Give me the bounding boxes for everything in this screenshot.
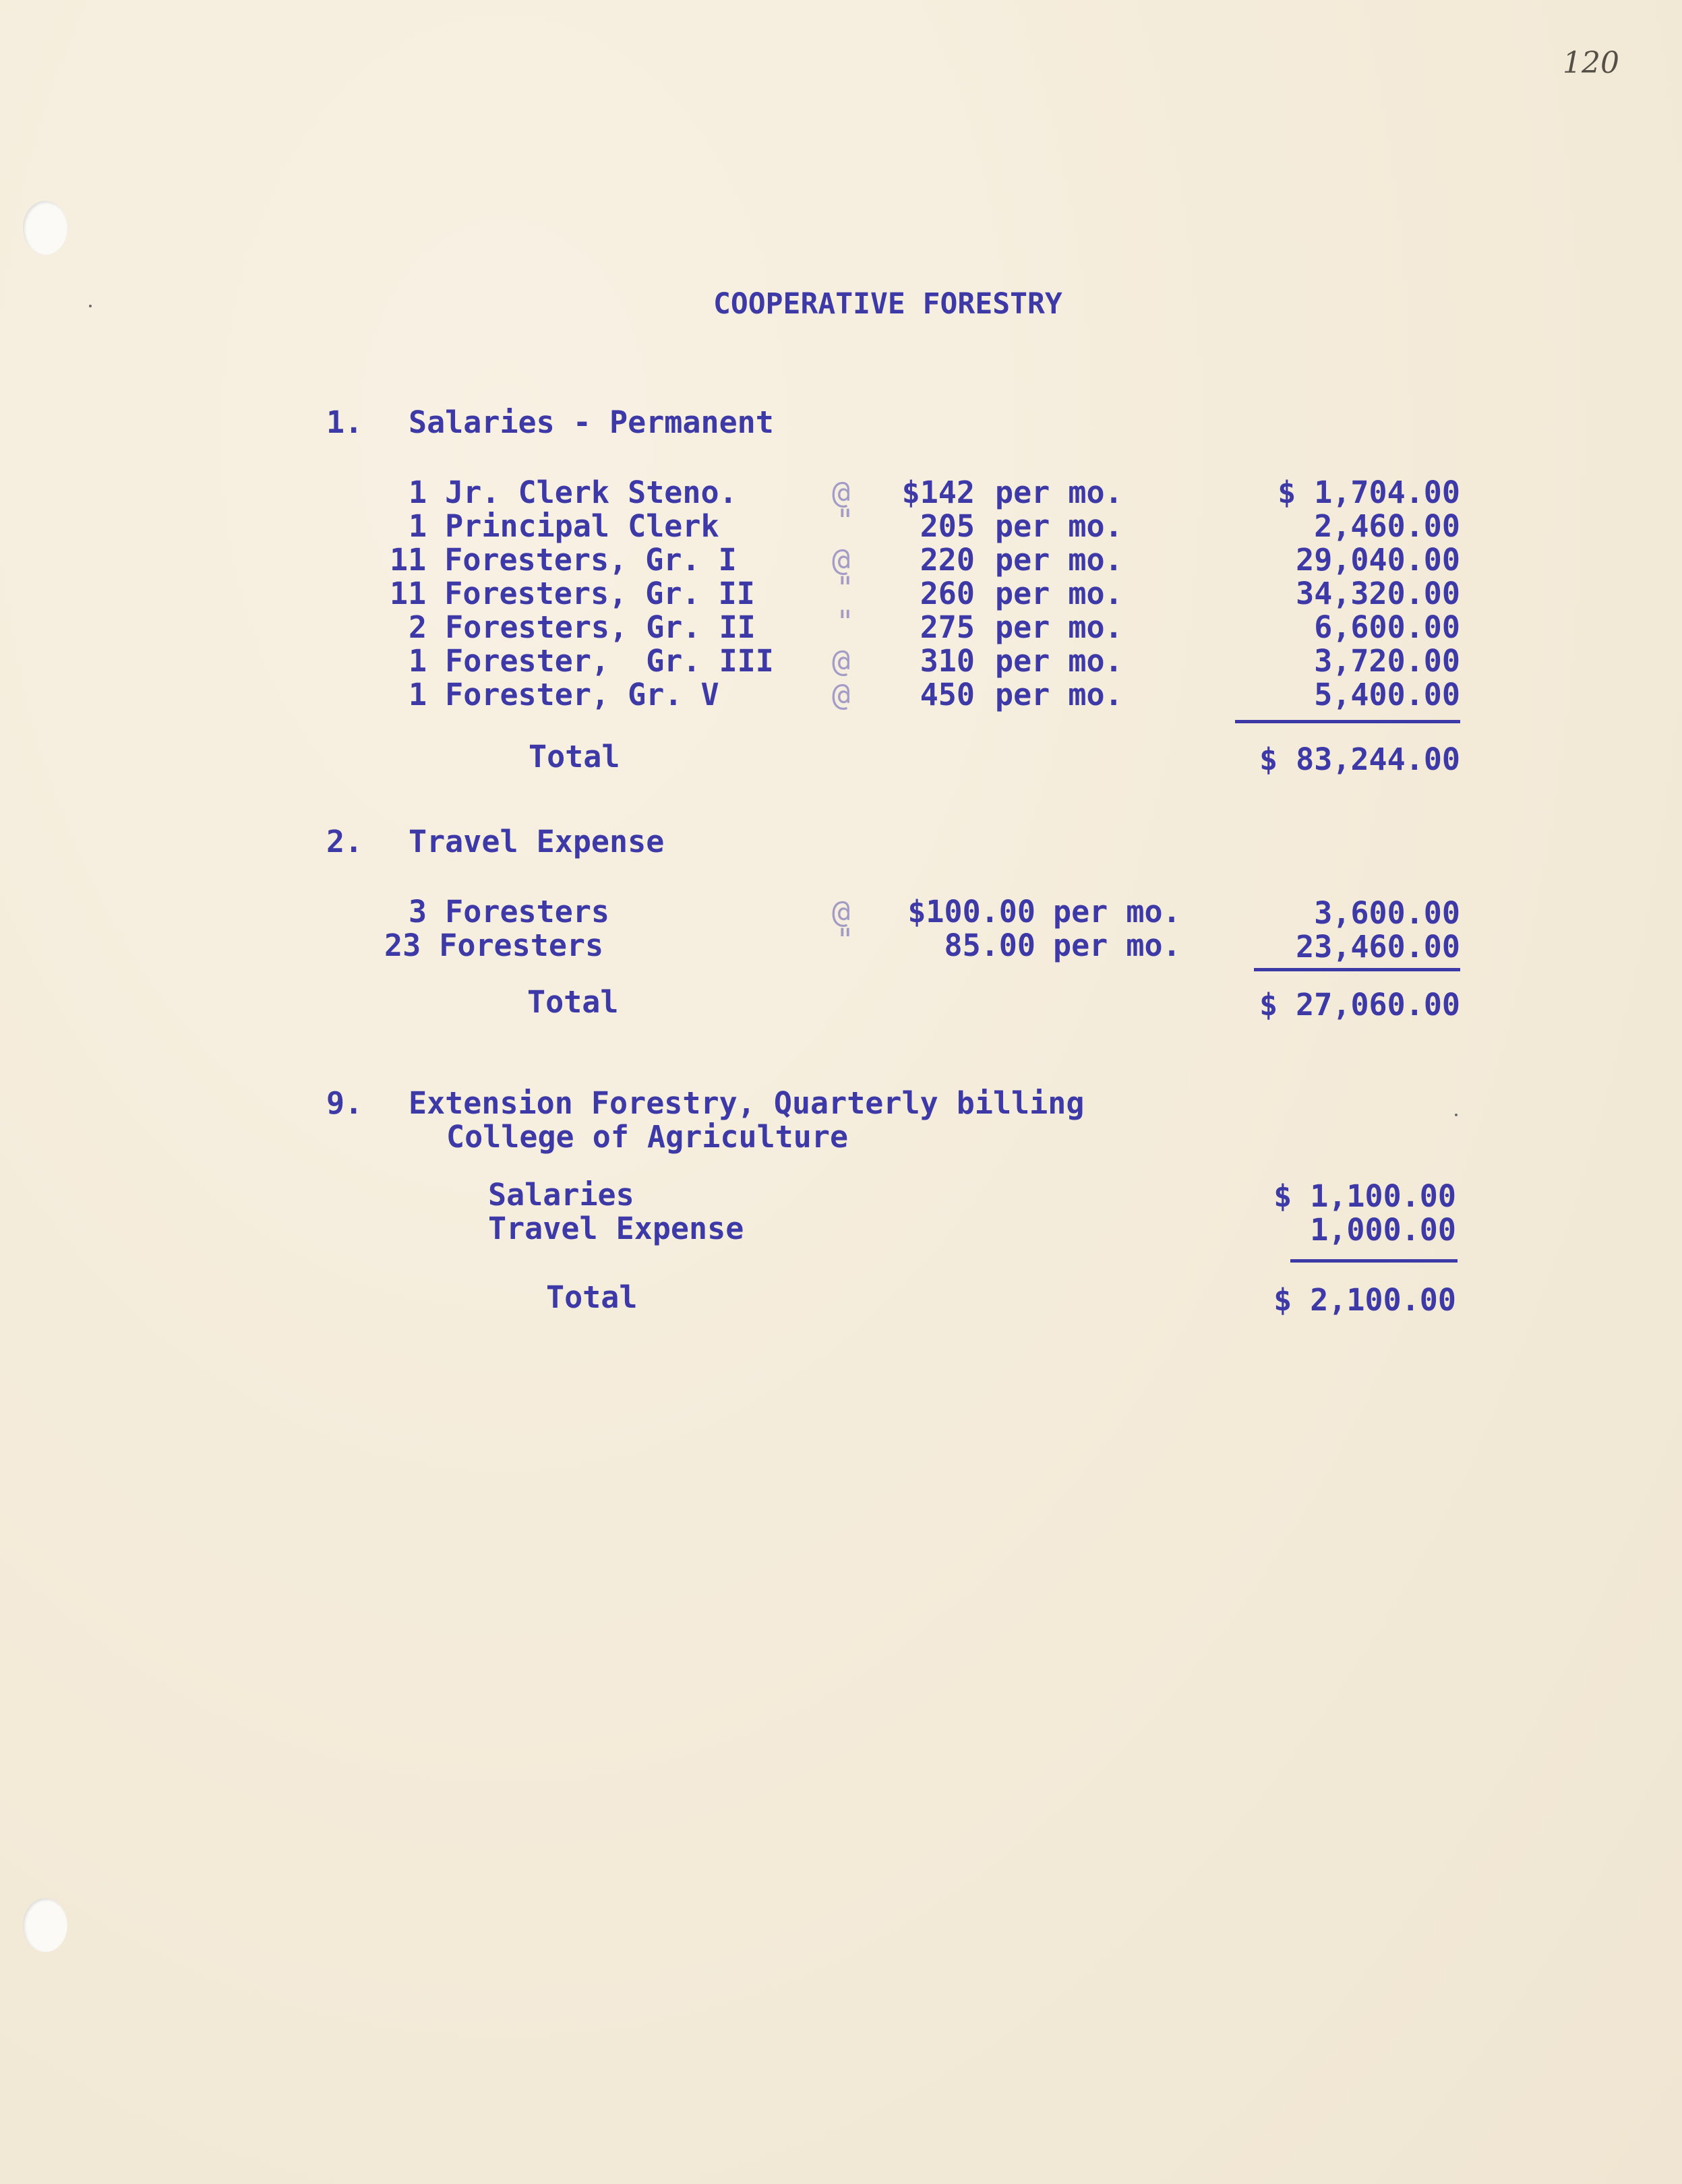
row-description: 1 Principal Clerk [409,508,719,544]
at-symbol: @ [832,475,851,510]
section2-number: 2. [326,824,363,859]
row-description: Salaries [488,1177,634,1213]
row-per: per mo. [995,643,1123,679]
total-rule [1290,1259,1458,1263]
section1-heading: Salaries - Permanent [409,404,774,440]
ditto-mark: " [836,604,855,640]
row-description: 3 Foresters [409,894,610,930]
row-description: Travel Expense [488,1211,744,1246]
at-symbol: @ [832,643,851,679]
row-rate: 220 [920,542,975,578]
row-amount: $ 1,704.00 [1278,475,1460,510]
row-per: per mo. [1053,928,1181,963]
section1-total-amount: $ 83,244.00 [1259,741,1460,777]
ditto-mark: " [836,570,855,606]
row-description: 11 Foresters, Gr. II [390,576,755,611]
row-amount: 2,460.00 [1314,508,1460,544]
row-amount: 23,460.00 [1296,929,1460,965]
section9-total-amount: $ 2,100.00 [1273,1282,1456,1318]
row-per: per mo. [995,542,1123,578]
row-per: per mo. [995,508,1123,544]
section9-subheading: College of Agriculture [446,1119,849,1155]
row-per: per mo. [995,609,1123,645]
row-rate: 310 [920,643,975,679]
row-rate: 275 [920,609,975,645]
page-number: 120 [1563,46,1619,80]
row-description: 2 Foresters, Gr. II [409,609,756,645]
row-rate: 260 [920,576,975,611]
at-symbol: @ [832,677,851,712]
section1-total-label: Total [529,739,620,775]
row-per: per mo. [1053,894,1181,930]
section2-heading: Travel Expense [409,824,665,859]
row-rate: 450 [920,677,975,712]
at-symbol: @ [832,542,851,578]
row-description: 1 Forester, Gr. III [409,643,774,679]
ditto-mark: " [836,503,855,539]
row-rate: $100.00 [907,894,1035,930]
row-description: 11 Foresters, Gr. I [390,542,737,578]
row-amount: 1,000.00 [1310,1212,1456,1248]
row-amount: 5,400.00 [1314,677,1460,712]
row-amount: $ 1,100.00 [1273,1178,1456,1214]
section9-number: 9. [326,1085,363,1121]
section9-heading: Extension Forestry, Quarterly billing [409,1085,1085,1121]
row-per: per mo. [995,576,1123,611]
row-amount: 34,320.00 [1296,576,1460,611]
ditto-mark: " [836,922,855,958]
total-rule [1235,720,1460,723]
row-rate: 205 [920,508,975,544]
row-description: 1 Forester, Gr. V [409,677,719,712]
punch-hole-bottom [23,1898,67,1952]
paper-speck [1455,1114,1458,1116]
section2-total-amount: $ 27,060.00 [1259,987,1460,1023]
row-per: per mo. [995,677,1123,712]
at-symbol: @ [832,894,851,930]
punch-hole-top [23,201,67,255]
section2-total-label: Total [527,984,619,1020]
row-description: 1 Jr. Clerk Steno. [409,475,738,510]
row-amount: 29,040.00 [1296,542,1460,578]
section9-total-label: Total [546,1279,638,1315]
section1-number: 1. [326,404,363,440]
row-rate: $142 [901,475,975,510]
row-amount: 3,600.00 [1314,895,1460,931]
page-title: COOPERATIVE FORESTRY [713,287,1062,321]
total-rule [1254,968,1460,971]
row-amount: 3,720.00 [1314,643,1460,679]
paper-speck [89,305,92,307]
row-amount: 6,600.00 [1314,609,1460,645]
row-rate: 85.00 [944,928,1035,963]
row-description: 23 Foresters [384,928,604,963]
row-per: per mo. [995,475,1123,510]
